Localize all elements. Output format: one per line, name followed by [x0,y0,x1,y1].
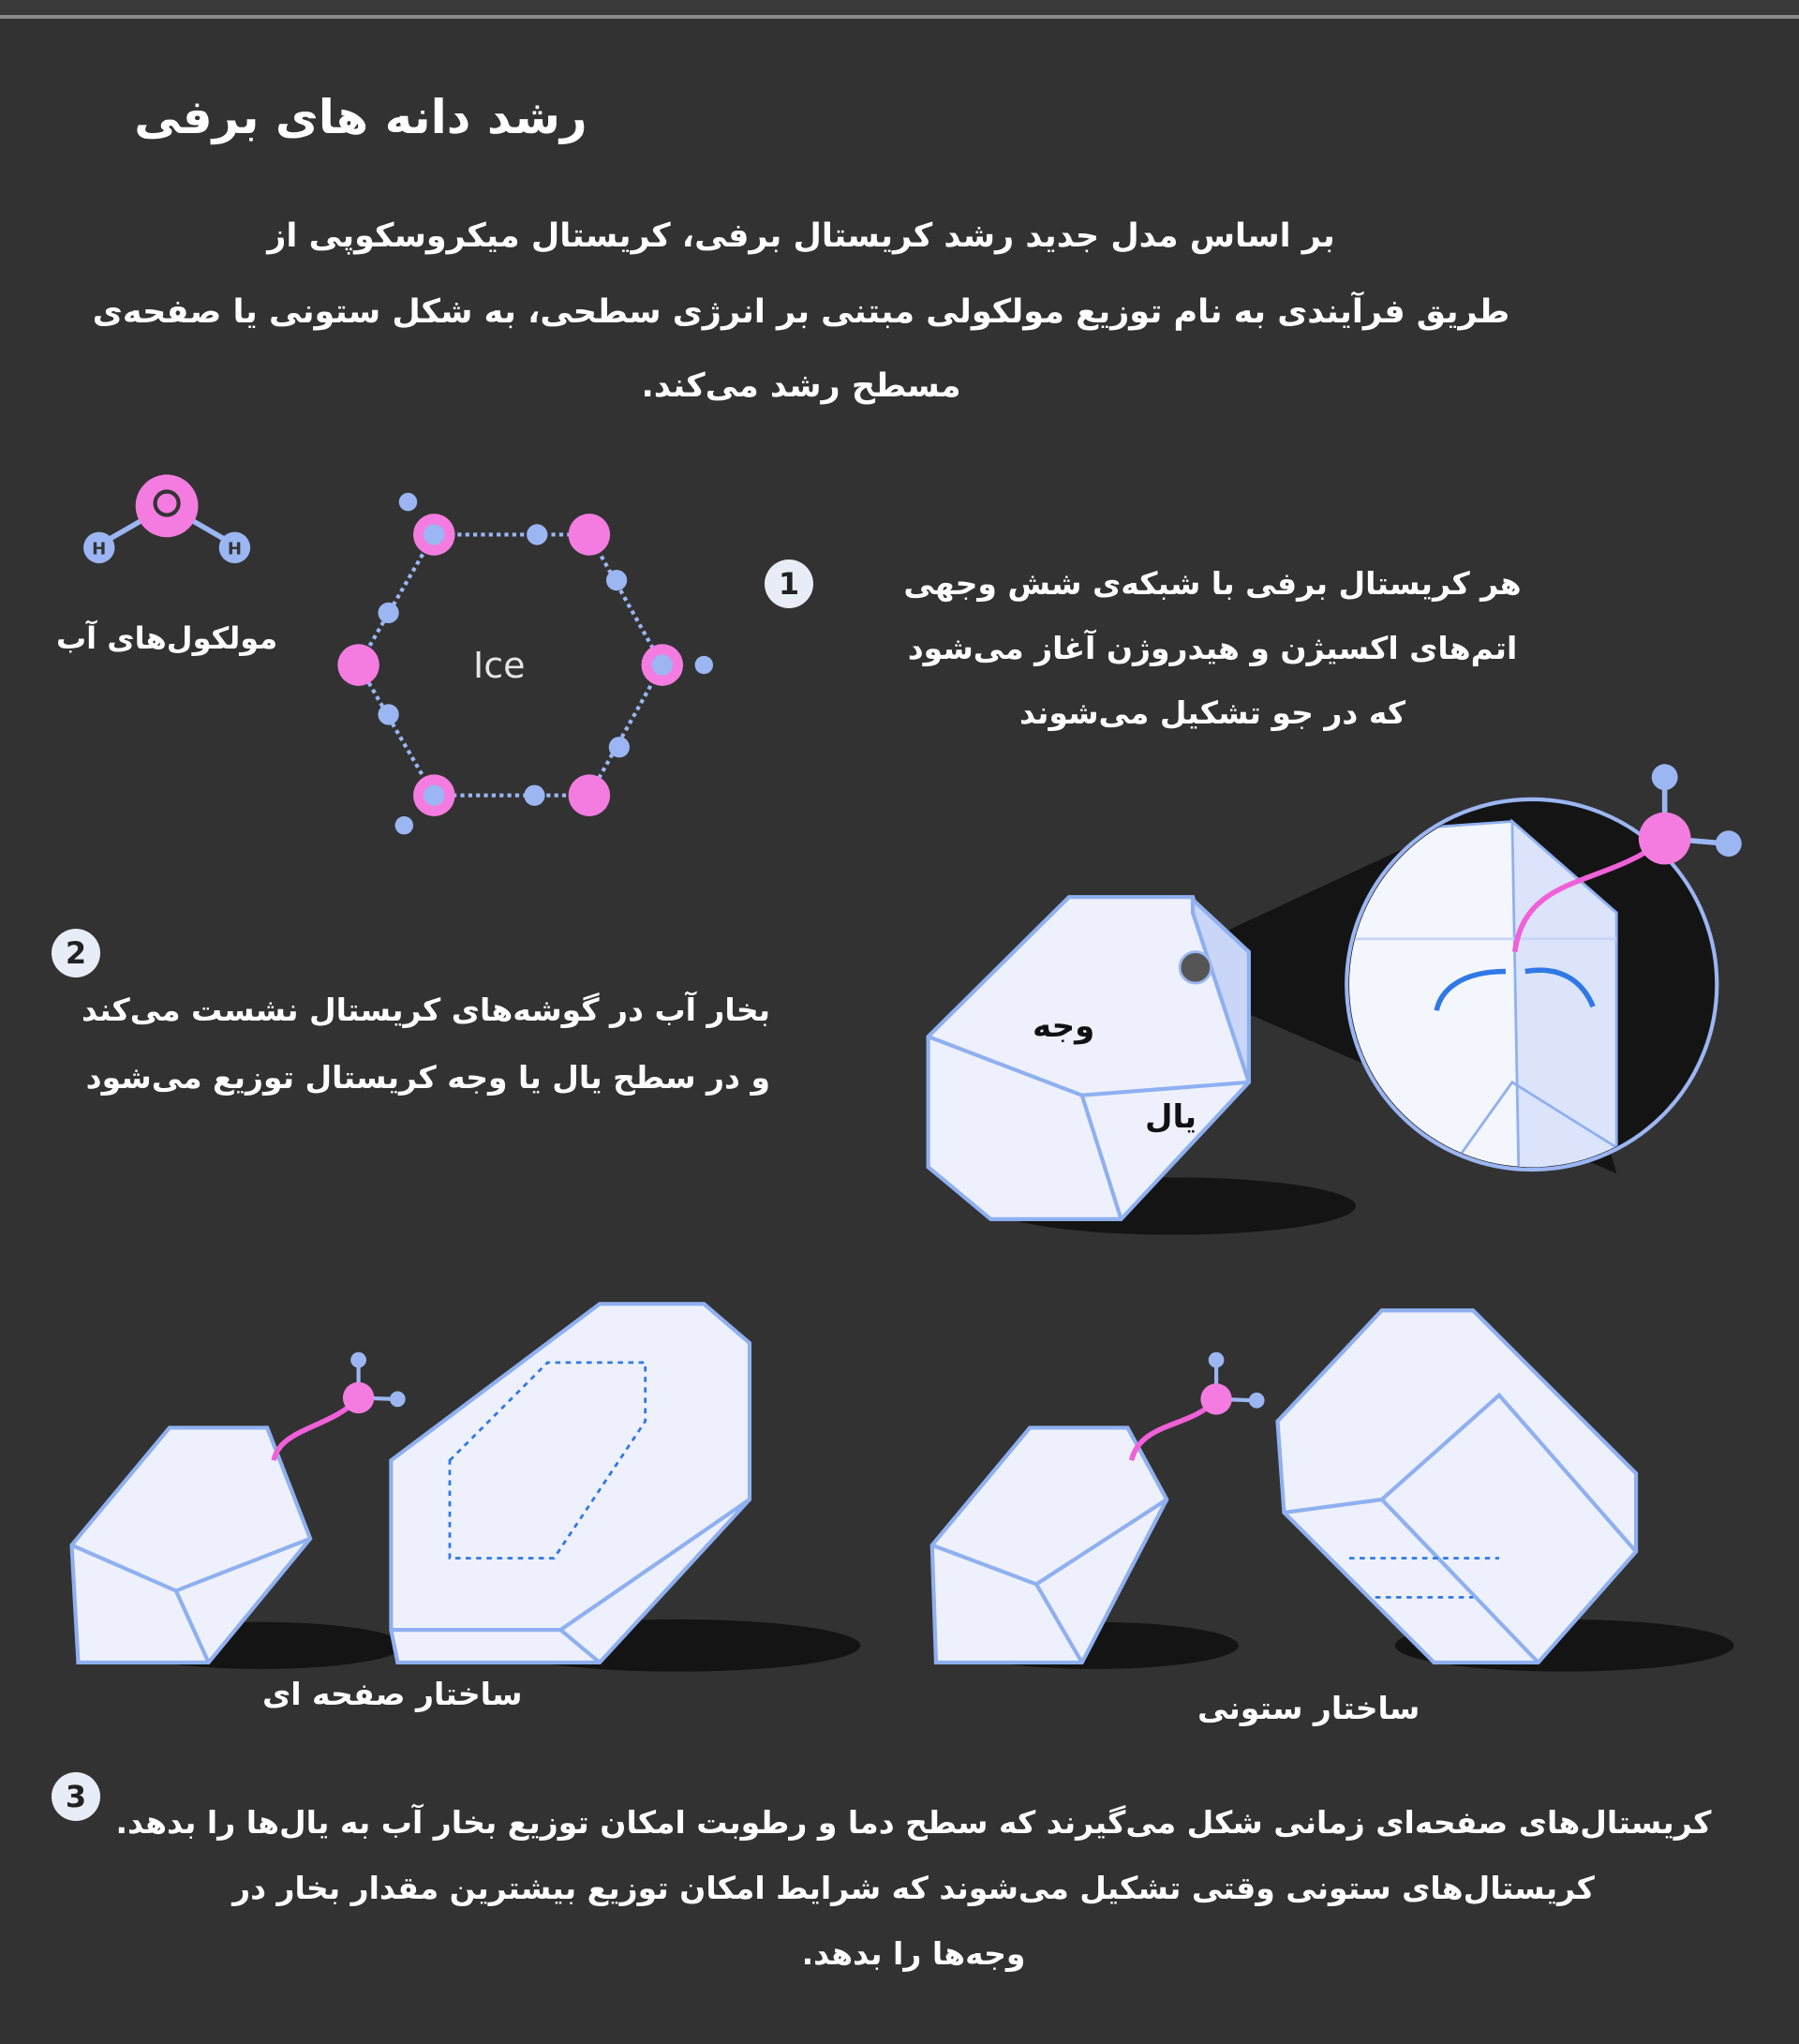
svg-text:H: H [92,539,107,559]
edge-label: یال [1145,1098,1197,1136]
column-structure-label: ساختار ستونی [1197,1690,1420,1726]
step-1-badge: 1 [765,559,813,608]
step-3-text: وجه‌ها را بدهد. [801,1935,1026,1972]
face-label: وجه [1033,1007,1095,1045]
water-molecules-label: مولکول‌های آب [56,620,278,656]
water-molecule-icon [83,474,250,563]
intro-line: بر اساس مدل جدید رشد کریستال برفی، کریستال میکروسکوپی از [267,217,1335,255]
svg-text:H: H [227,539,243,559]
magnifier-icon [1330,764,1742,1173]
intro-line: طریق فرآیندی به نام توزیع مولکولی مبتنی بر انرژی سطحی، به شکل ستونی یا صفحه‌ی [92,293,1510,331]
crystal-icon [929,897,1249,1219]
step-3-text: کریستال‌های ستونی وقتی تشکیل می‌شوند که شرایط امکان توزیع بیشترین مقدار بخار در [232,1870,1595,1906]
plate-structure-label: ساختار صفحه ای [262,1676,523,1712]
step-2-badge: 2 [52,929,100,977]
plate-crystal-large-icon [391,1304,750,1663]
page-title: رشد دانه های برفی [134,90,587,144]
column-crystal-large-icon [1277,1310,1636,1663]
step-1-text: اتم‌های اکسیژن و هیدروژن آغاز می‌شود [907,630,1518,666]
step-3-text: کریستال‌های صفحه‌ای زمانی شکل می‌گیرند که سطح دما و رطوبت امکان توزیع بخار آب به یال‌ها را بدهد. [115,1804,1712,1841]
step-1-text: که در جو تشکیل می‌شوند [1018,694,1406,731]
intro-line: مسطح رشد می‌کند. [641,367,961,405]
ice-label: Ice [473,645,526,686]
step-2-text: بخار آب در گوشه‌های کریستال نشست می‌کند [82,992,770,1028]
step-2-text: و در سطح یال یا وجه کریستال توزیع می‌شود [85,1059,770,1096]
step-3-badge: 3 [52,1772,100,1821]
step-1-text: هر کریستال برفی با شبکه‌ی شش وجهی [903,565,1522,602]
